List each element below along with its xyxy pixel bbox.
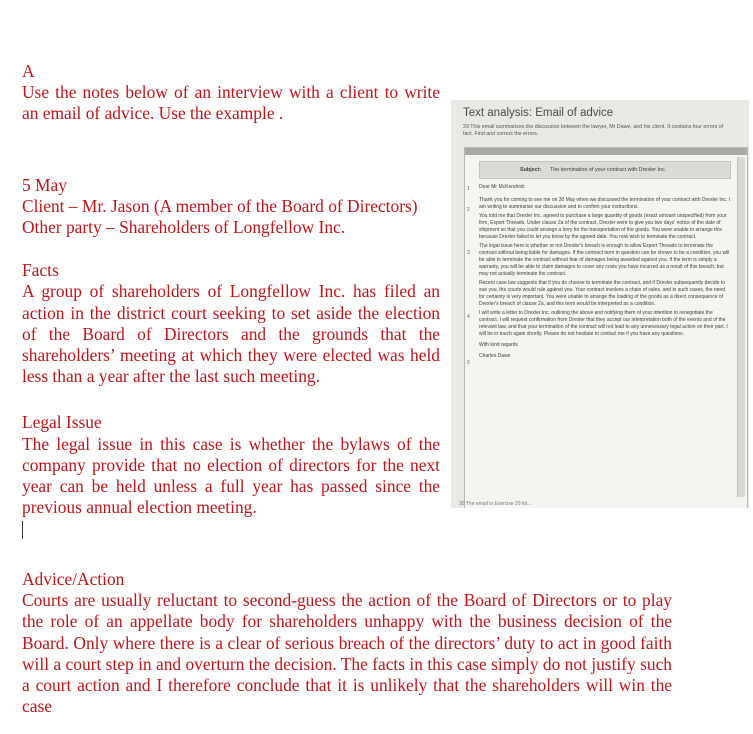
paragraph-number: 5 [467, 360, 470, 366]
photo-title: Text analysis: Email of advice [463, 107, 614, 119]
email-paragraph-5: I will write a letter to Drexler Inc. outlining the above and notifying them of your intention to renegotiate the contract. I will request confirmation from Drexler that they accept our interpretation both of the events and of the relevant law, and that your termination of the contract will not lead to any unnecessary legal action on their part. I will be in touch again shortly. Please do not hesitate to contact me if you have any questions. [479, 310, 728, 337]
left-notes [22, 0, 440, 541]
email-paragraph-4: Recent case law suggests that if you do choose to terminate the contract, and if Drexler subsequently decide to sue you, the courts would rule against you. Your contract involves a chain of sales, and in such cases, the need for certainty is very important. You were unable to arrange the loading of the goods as a direct consequence of Drexler's breach of clause 2a, and this term would be interpreted as a condition. [479, 280, 725, 307]
email-body [479, 184, 731, 362]
email-signature: Charles Dawe [479, 353, 511, 359]
email-paragraph-2: You told me that Drexler Inc. agreed to purchase a large quantity of goods (exact amount unspecified) from your firm, Export Threads. Under clause 2a of the contract, Drexler were to give you two days' notice of the date of shipment so that you could arrange a lorry for the transportation of the goods. You were unable to arrange this because Drexler failed to let you know by the agreed date. You now wish to terminate the contract. [479, 213, 727, 240]
photo-intro: 29 This email summarises the discussion between the lawyer, Mr Dawe, and his client. It contains four errors of fact. Find and correct the errors. [463, 124, 724, 137]
instruction-text: Use the notes below of an interview with a client to write an email of advice. Use the example . [22, 82, 440, 124]
other-party-text: Other party – Shareholders of Longfellow Inc. [22, 217, 346, 238]
email-subject-bar [479, 161, 731, 179]
section-letter: A [22, 61, 35, 81]
paragraph-number: 1 [467, 186, 470, 192]
photo-footer: 30 The email in Exercise 29 fol... [459, 501, 532, 507]
client-text: Client – Mr. Jason (A member of the Board of Directors) [22, 195, 418, 216]
email-paragraph-3: The legal issue here is whether or not Drexler's breach is enough to allow Export Threads to terminate the contract without being liable for damages. If the contract term in question can be shown to be a condition, you will be able to terminate the contract without fear of damages being awarded against you. If the term is simply a warranty, you will be able to claim damages to cover any costs you have incurred as a result of this breach, but may not actually terminate the contract. [479, 243, 730, 277]
email-closing: With kind regards [479, 342, 518, 348]
advice-heading: Advice/Action [22, 569, 125, 589]
textbook-photo [451, 100, 749, 508]
facts-text: A group of shareholders of Longfellow Inc. has filed an action in the district court seeking to set aside the election of the Board of Directors and the grounds that the shareholders’ meeting at which they were elected was held less than a year after the last such meeting. [22, 281, 440, 387]
legal-issue-heading: Legal Issue [22, 412, 102, 433]
email-window [464, 147, 748, 508]
advice-text: Courts are usually reluctant to second-guess the action of the Board of Directors or to play the role of an appellate body for shareholders unhappy with the business decision of the Board. Only where there is a clear of serious breach of the directors’ duty to act in good faith will a court step in and overturn the decision. The facts in this case simply do not justify such a court action and I therefore conclude that it is unlikely that the shareholders will win the case [22, 590, 672, 717]
email-paragraph-1: Thank you for coming to see me on 30 May when we discussed the termination of your contract with Drexler Inc. I am writing to summarise our discussion and to confirm your instructions. [479, 197, 731, 210]
paragraph-number: 3 [467, 250, 470, 256]
legal-issue-text: The legal issue in this case is whether the bylaws of the company provide that no election of directors for the next year can be held unless a full year has passed since the previous annual election meeting. [22, 433, 440, 518]
paragraph-number: 2 [467, 207, 470, 213]
paragraph-number: 4 [467, 314, 470, 320]
text-cursor [22, 521, 23, 539]
email-window-titlebar [465, 148, 747, 155]
subject-value: The termination of your contract with Drexler Inc. [550, 167, 667, 173]
subject-label: Subject: [520, 167, 542, 173]
date-text: 5 May [22, 174, 67, 195]
email-greeting: Dear Mr McKendrick [479, 184, 525, 190]
facts-heading: Facts [22, 260, 59, 281]
email-scrollbar [737, 157, 745, 497]
advice-section [22, 569, 672, 717]
